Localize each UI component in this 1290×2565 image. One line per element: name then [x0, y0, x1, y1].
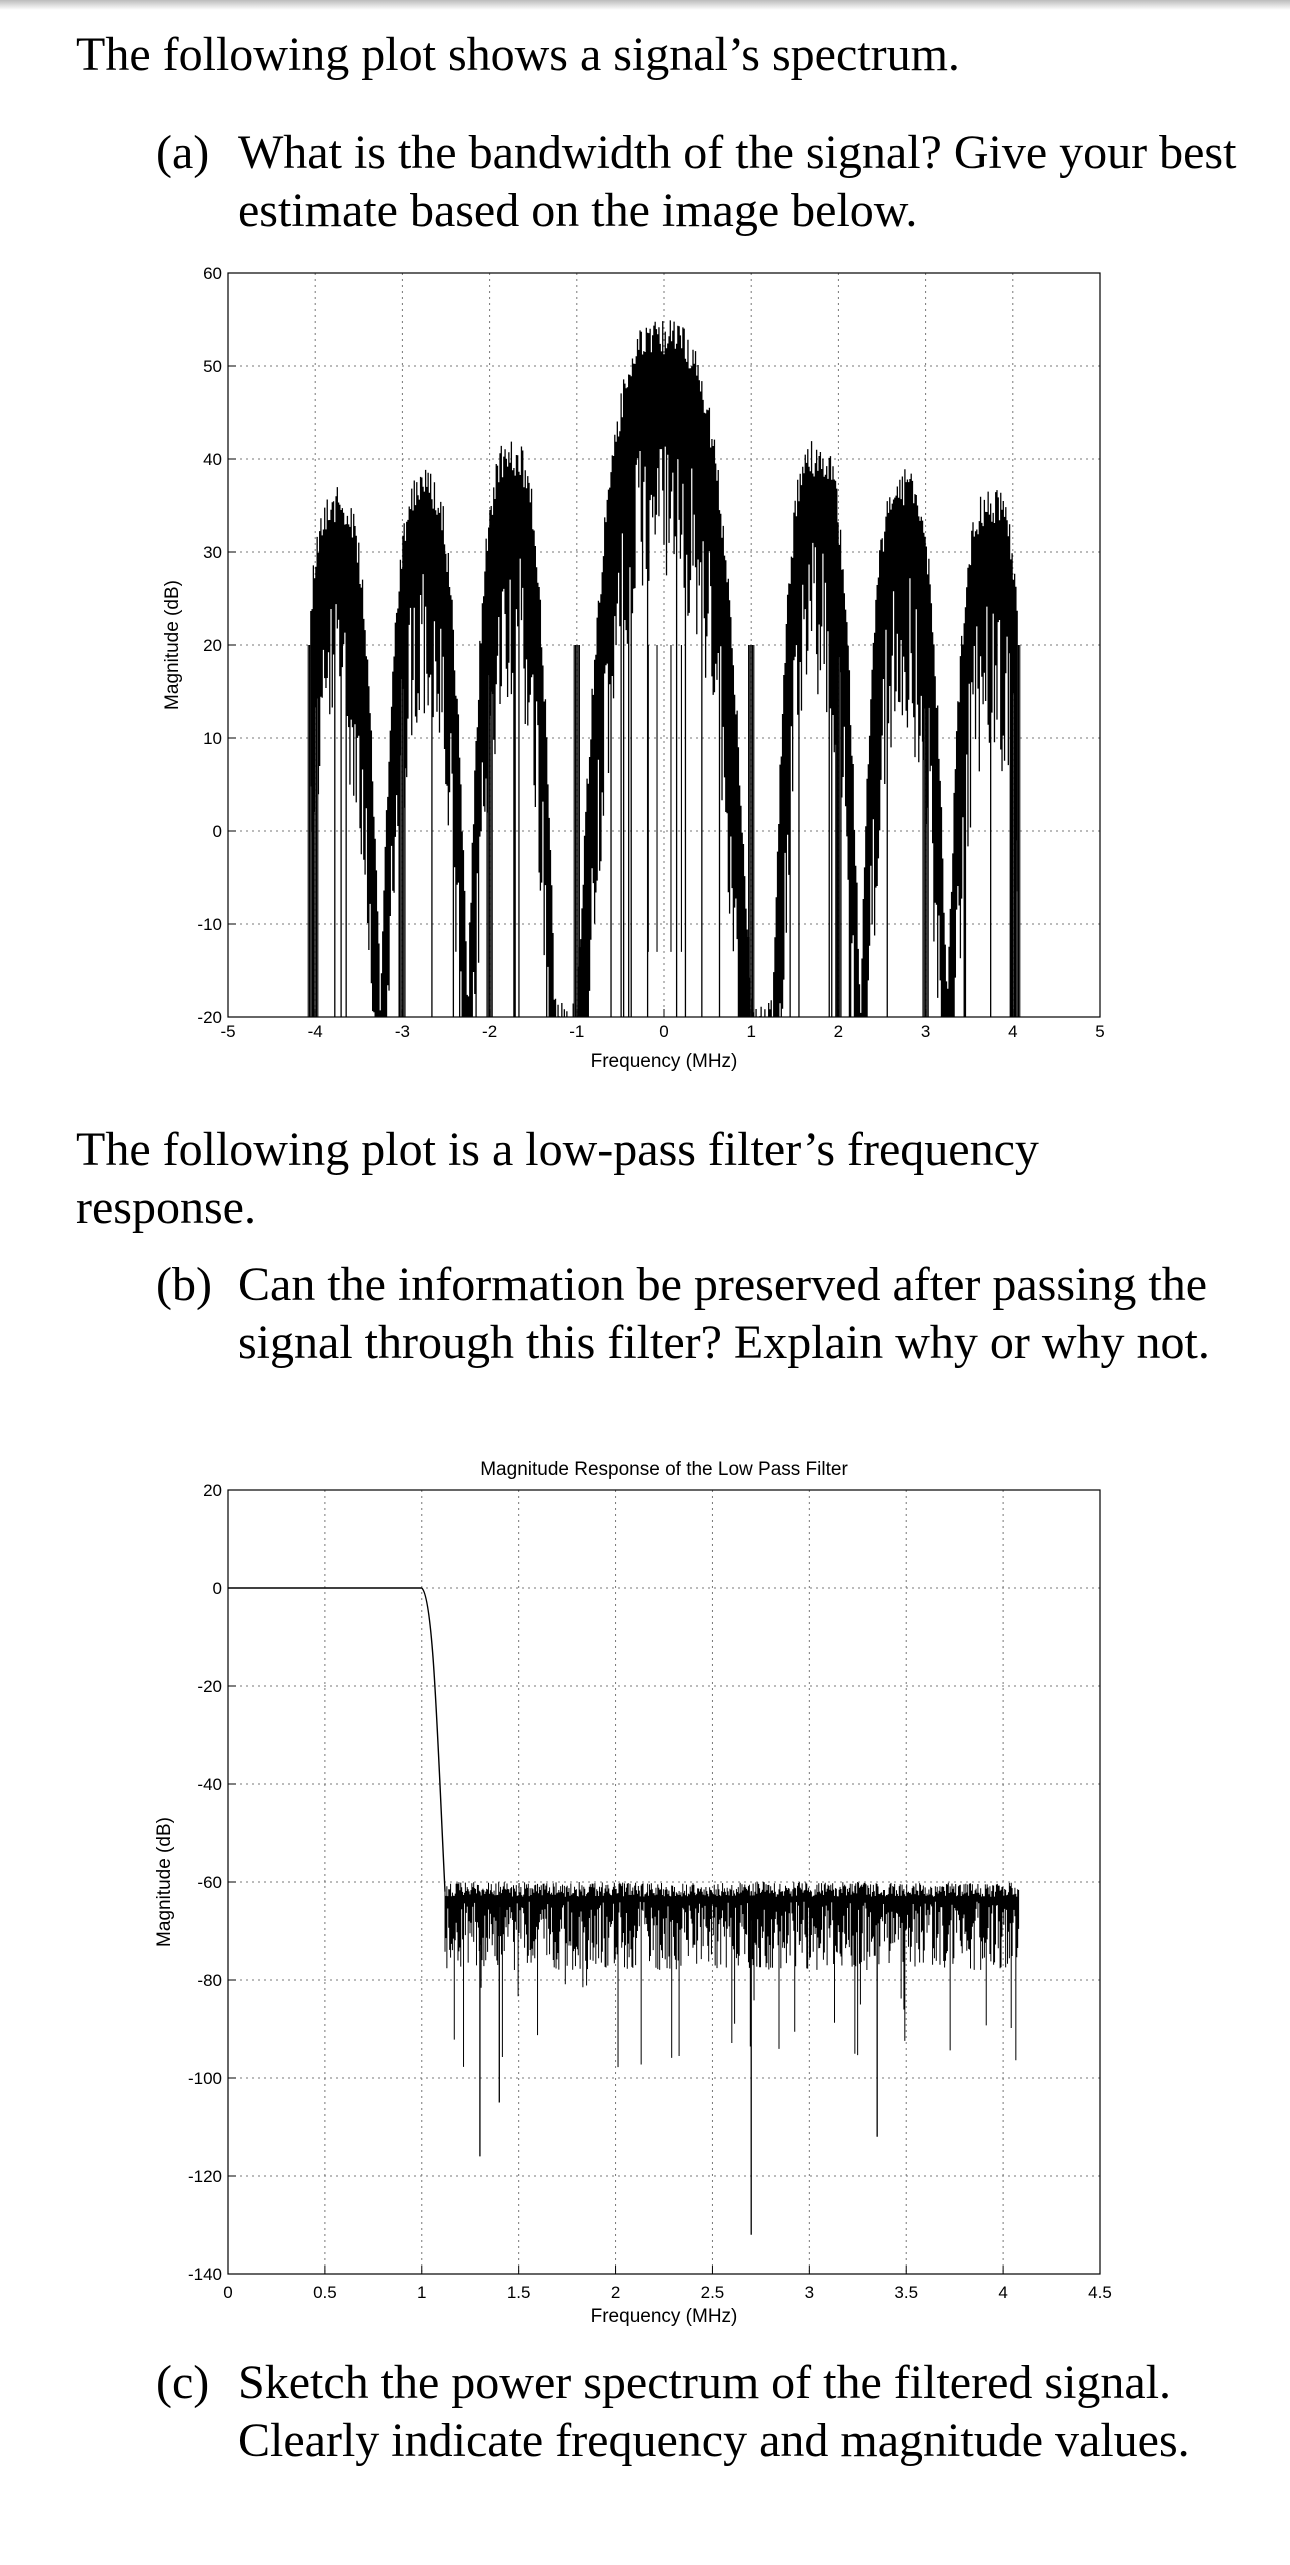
x-tick-label: 0	[659, 1022, 669, 1041]
y-tick-label: -140	[187, 2265, 222, 2284]
x-tick-label: 1	[746, 1022, 756, 1041]
x-tick-label: 3.5	[894, 2283, 919, 2302]
question-c-label: (c)	[156, 2356, 210, 2409]
y-tick-label: 10	[203, 729, 222, 748]
x-tick-label: 0	[223, 2283, 233, 2302]
chart-title: Magnitude Response of the Low Pass Filter	[480, 1459, 848, 1480]
y-tick-label: 60	[203, 264, 222, 283]
y-tick-label: 40	[203, 450, 222, 469]
question-a-text: What is the bandwidth of the signal? Give your best estimate based on the image below.	[238, 126, 1237, 237]
x-tick-label: 2	[610, 2283, 621, 2302]
y-tick-label: -10	[197, 915, 222, 934]
y-tick-label: 0	[212, 1579, 222, 1598]
x-tick-label: 0.5	[313, 2283, 337, 2302]
x-tick-label: 4	[998, 2283, 1008, 2302]
x-tick-label: 1.5	[506, 2283, 531, 2302]
x-tick-label: 3	[920, 1022, 931, 1041]
x-axis-label: Frequency (MHz)	[590, 2306, 738, 2327]
plot-area	[228, 1490, 1100, 2274]
y-tick-label: 20	[203, 1481, 222, 1500]
x-tick-label: 3	[804, 2283, 815, 2302]
y-tick-label: -80	[197, 1971, 222, 1990]
x-tick-label: 5	[1095, 1022, 1105, 1041]
x-tick-label: 4	[1008, 1022, 1018, 1041]
lowpass-filter-chart	[0, 1450, 1290, 2350]
filter-intro-text: The following plot is a low-pass filter’s frequency response.	[76, 1123, 1039, 1234]
y-tick-label: 30	[203, 543, 222, 562]
y-axis-label: Magnitude (dB)	[162, 580, 183, 710]
y-tick-label: -40	[197, 1775, 222, 1794]
x-axis-label: Frequency (MHz)	[590, 1051, 738, 1072]
x-tick-label: -4	[307, 1022, 323, 1041]
y-tick-label: 0	[212, 822, 222, 841]
y-tick-label: 50	[203, 357, 222, 376]
question-b-text: Can the information be preserved after passing the signal through this filter? Explain why or why not.	[238, 1258, 1210, 1369]
question-a-label: (a)	[156, 126, 210, 179]
signal-spectrum-chart	[0, 255, 1290, 1095]
x-tick-label: 4.5	[1088, 2283, 1112, 2302]
y-axis-label: Magnitude (dB)	[154, 1817, 175, 1947]
y-tick-label: -20	[197, 1008, 222, 1027]
intro-text: The following plot shows a signal’s spectrum.	[76, 28, 960, 81]
question-b-label: (b)	[156, 1258, 212, 1311]
top-shadow-bar	[0, 0, 1290, 10]
y-tick-label: -60	[197, 1873, 222, 1892]
x-tick-label: 2.5	[700, 2283, 725, 2302]
y-tick-label: -20	[197, 1677, 222, 1696]
x-tick-label: -3	[394, 1022, 410, 1041]
x-tick-label: 1	[417, 2283, 427, 2302]
x-tick-label: -5	[220, 1022, 236, 1041]
x-tick-label: -2	[482, 1022, 498, 1041]
x-tick-label: -1	[569, 1022, 585, 1041]
y-tick-label: -120	[187, 2167, 222, 2186]
x-tick-label: 2	[833, 1022, 844, 1041]
question-c-text: Sketch the power spectrum of the filtered signal. Clearly indicate frequency and magnitude values.	[238, 2356, 1190, 2467]
y-tick-label: 20	[203, 636, 222, 655]
y-tick-label: -100	[187, 2069, 222, 2088]
